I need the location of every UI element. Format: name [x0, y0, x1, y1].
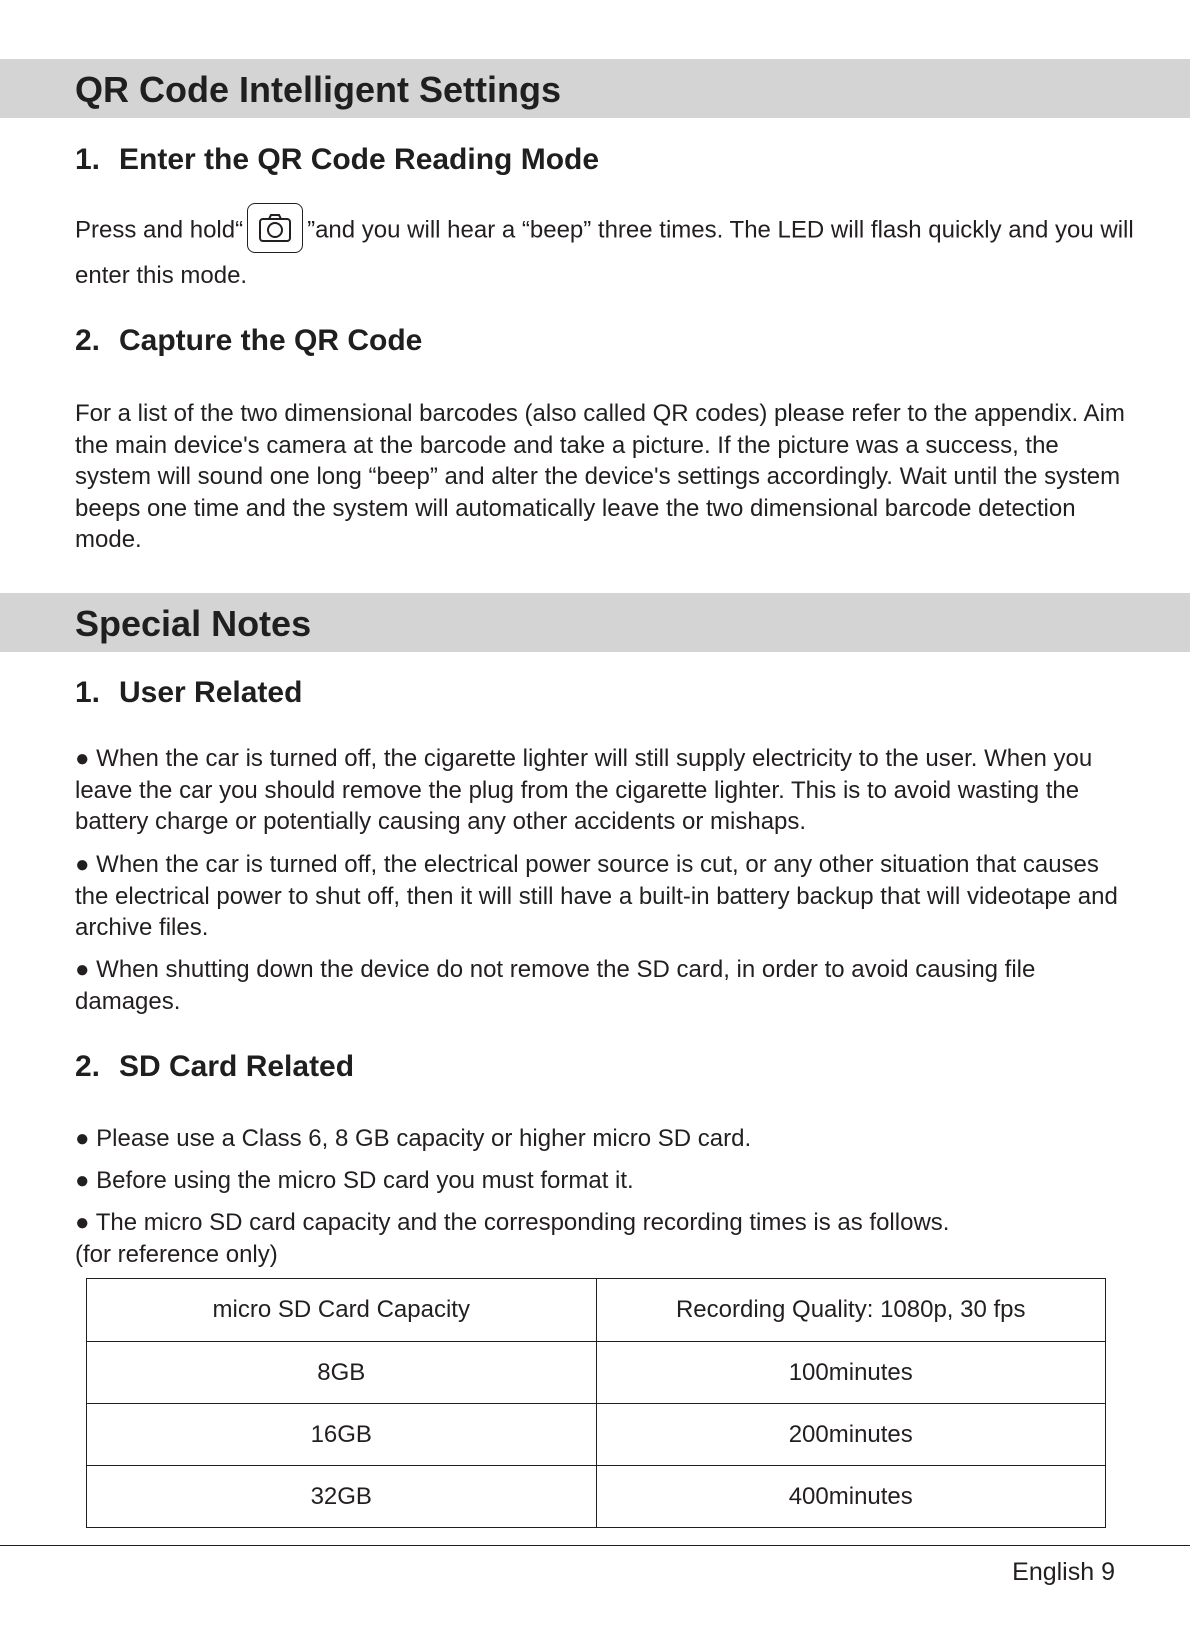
footer-divider [0, 1545, 1190, 1546]
bullet-user-3: ● When shutting down the device do not remove the SD card, in order to avoid causing file damages. [75, 956, 1036, 1015]
paragraph-enter-qr-mode [75, 206, 1135, 296]
section-title: Special Notes [75, 603, 312, 644]
table-cell: 400minutes [596, 1466, 1106, 1528]
section-title: QR Code Intelligent Settings [75, 69, 562, 110]
paragraph-capture-qr: For a list of the two dimensional barcodes (also called QR codes) please refer to the appendix. Aim the main device's camera at the barcode and take a picture. If the picture was a success, the system will sound one long “beep” and alter the device's settings accordingly. Wait until the system beeps one time and the system will automatically leave the two dimensional barcode detection mode. [75, 400, 1125, 553]
table-cell: 8GB [87, 1342, 597, 1404]
subheading-capture-qr [75, 324, 422, 358]
bullet-sd-2: ● Before using the micro SD card you must format it. [75, 1167, 634, 1194]
table-cell: 100minutes [596, 1342, 1106, 1404]
bullet-user-1: ● When the car is turned off, the cigarette lighter will still supply electricity to the user. When you leave the car you should remove the plug from the cigarette lighter. This is to avoid wasting the battery charge or potentially causing any other accidents or mishaps. [75, 745, 1093, 835]
table-header-cell: Recording Quality: 1080p, 30 fps [596, 1279, 1106, 1342]
table-row [87, 1466, 1106, 1528]
camera-icon [247, 203, 303, 253]
table-header-row [87, 1279, 1106, 1342]
table-cell: 32GB [87, 1466, 597, 1528]
bullet-user-2: ● When the car is turned off, the electrical power source is cut, or any other situation that causes the electrical power to shut off, then it will still have a built-in battery backup that will videotape and archive files. [75, 851, 1118, 941]
subheading-number: 2. [75, 324, 101, 357]
subheading-number: 1. [75, 676, 101, 709]
table-header-cell: micro SD Card Capacity [87, 1279, 597, 1342]
subheading-number: 1. [75, 143, 101, 176]
section-header-special-notes [0, 593, 1190, 652]
bullet-sd-1: ● Please use a Class 6, 8 GB capacity or higher micro SD card. [75, 1125, 752, 1152]
section-header-qr-code [0, 59, 1190, 118]
table-row [87, 1404, 1106, 1466]
table-cell: 200minutes [596, 1404, 1106, 1466]
reference-note: (for reference only) [75, 1241, 278, 1268]
subheading-sd-card-related [75, 1050, 354, 1084]
subheading-enter-qr-mode [75, 143, 599, 177]
sd-capacity-table [86, 1278, 1106, 1528]
bullet-sd-3: ● The micro SD card capacity and the corresponding recording times is as follows. [75, 1209, 950, 1236]
subheading-text: Capture the QR Code [119, 324, 423, 357]
page-footer: English 9 [1012, 1558, 1115, 1586]
subheading-number: 2. [75, 1050, 101, 1083]
table-row [87, 1342, 1106, 1404]
subheading-text: SD Card Related [119, 1050, 355, 1083]
subheading-user-related [75, 676, 302, 710]
table-cell: 16GB [87, 1404, 597, 1466]
text-after-icon: ”and you will hear a “beep” three times. The LED will flash quickly and you will enter this mode. [75, 216, 1134, 289]
subheading-text: User Related [119, 676, 303, 709]
subheading-text: Enter the QR Code Reading Mode [119, 143, 600, 176]
text-before-icon: Press and hold“ [75, 216, 244, 244]
